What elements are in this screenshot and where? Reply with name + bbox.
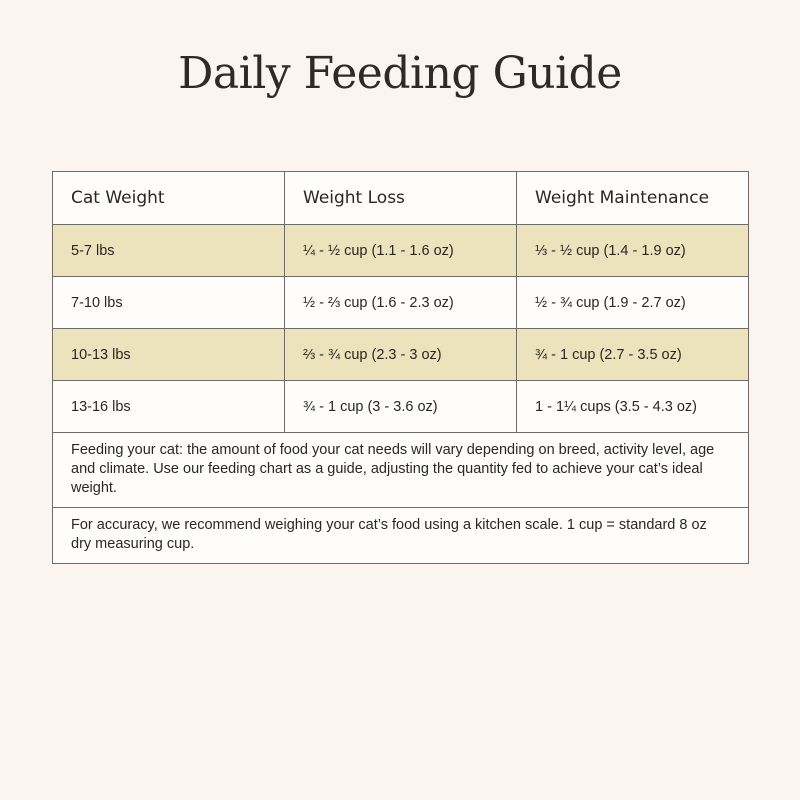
cell-weight-loss: ½ - ⅔ cup (1.6 - 2.3 oz) xyxy=(285,277,517,329)
table-row xyxy=(53,225,749,277)
cell-cat-weight: 7-10 lbs xyxy=(53,277,285,329)
cell-cat-weight: 10-13 lbs xyxy=(53,329,285,381)
cell-weight-maintenance: ¾ - 1 cup (2.7 - 3.5 oz) xyxy=(517,329,749,381)
feeding-note: Feeding your cat: the amount of food your cat needs will vary depending on breed, activity level, age and climate. Use our feeding chart as a guide, adjusting the quantity fed to achieve your cat’s ideal weight. xyxy=(53,433,749,508)
table-row xyxy=(53,329,749,381)
feeding-table xyxy=(52,171,749,564)
table-header-row xyxy=(53,172,749,225)
note-row xyxy=(53,433,749,508)
table-row xyxy=(53,381,749,433)
cell-cat-weight: 13-16 lbs xyxy=(53,381,285,433)
header-weight-maintenance: Weight Maintenance xyxy=(517,172,749,225)
cell-weight-maintenance: ⅓ - ½ cup (1.4 - 1.9 oz) xyxy=(517,225,749,277)
cell-weight-loss: ¼ - ½ cup (1.1 - 1.6 oz) xyxy=(285,225,517,277)
cell-weight-loss: ⅔ - ¾ cup (2.3 - 3 oz) xyxy=(285,329,517,381)
header-cat-weight: Cat Weight xyxy=(53,172,285,225)
header-weight-loss: Weight Loss xyxy=(285,172,517,225)
page-title: Daily Feeding Guide xyxy=(178,48,622,99)
cell-weight-loss: ¾ - 1 cup (3 - 3.6 oz) xyxy=(285,381,517,433)
cell-weight-maintenance: 1 - 1¼ cups (3.5 - 4.3 oz) xyxy=(517,381,749,433)
accuracy-note: For accuracy, we recommend weighing your cat’s food using a kitchen scale. 1 cup = standard 8 oz dry measuring cup. xyxy=(53,508,749,564)
cell-weight-maintenance: ½ - ¾ cup (1.9 - 2.7 oz) xyxy=(517,277,749,329)
note-row xyxy=(53,508,749,564)
cell-cat-weight: 5-7 lbs xyxy=(53,225,285,277)
table-row xyxy=(53,277,749,329)
